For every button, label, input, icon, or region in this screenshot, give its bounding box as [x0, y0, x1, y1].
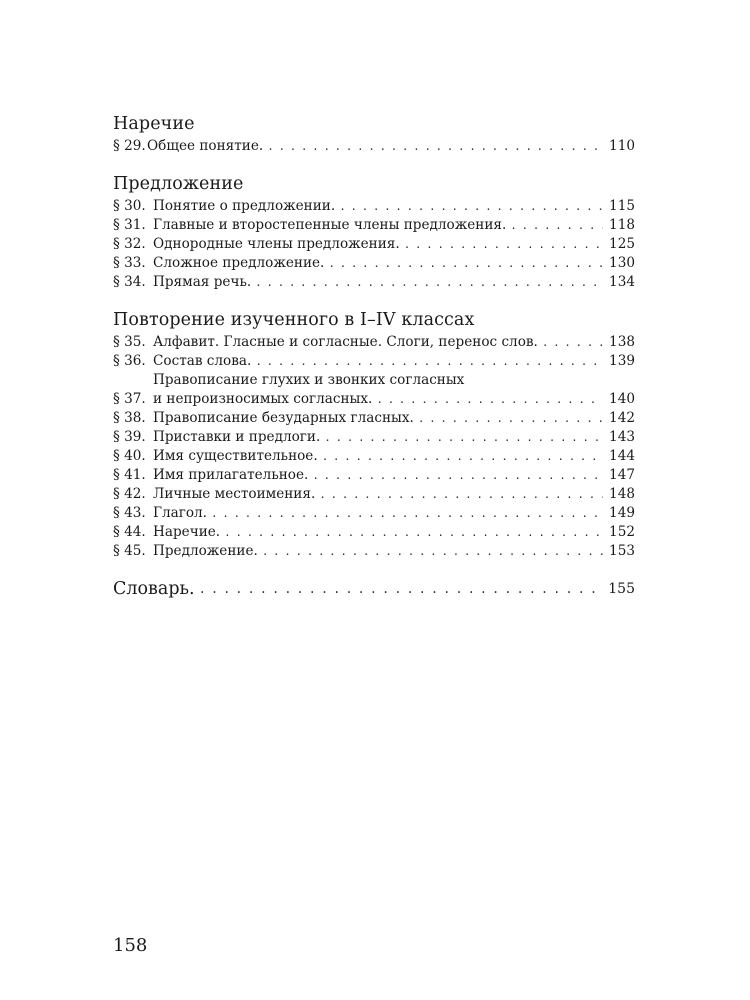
- dot-leader: [322, 447, 603, 466]
- entry-page: 144: [609, 448, 635, 464]
- dot-leader: [404, 235, 603, 254]
- toc-entry[interactable]: [113, 371, 635, 409]
- toc-section-adverb: [113, 112, 635, 156]
- toc-entry[interactable]: [113, 137, 635, 156]
- toc-entry-dictionary[interactable]: [113, 577, 635, 601]
- section-title: Предложение: [113, 174, 244, 194]
- entry-page: 125: [609, 236, 635, 252]
- entry-page: 148: [609, 486, 635, 502]
- entry-title: Состав слова.: [153, 353, 252, 369]
- entry-number: § 44.: [113, 524, 146, 540]
- entry-title: Предложение.: [153, 543, 258, 559]
- entries-list: [113, 197, 635, 292]
- entry-page: 143: [609, 429, 635, 445]
- entry-number: § 41.: [113, 467, 146, 483]
- toc-entry[interactable]: [113, 523, 635, 542]
- entry-number: § 38.: [113, 410, 146, 426]
- dot-leader: [339, 197, 603, 216]
- entry-page: 142: [609, 410, 635, 426]
- dictionary-title: Словарь.: [113, 579, 195, 599]
- toc-section-sentence: [113, 172, 635, 292]
- entry-number: § 36.: [113, 353, 146, 369]
- entry-number: § 35.: [113, 334, 146, 350]
- entry-number: § 30.: [113, 198, 146, 214]
- dot-leader: [376, 390, 603, 409]
- entry-title: Правописание безударных гласных.: [153, 410, 414, 426]
- entry-page: 147: [609, 467, 635, 483]
- entry-title: Понятие о предложении.: [153, 198, 336, 214]
- entry-title: Алфавит. Гласные и согласные. Слоги, перенос слов.: [153, 334, 538, 350]
- table-of-contents: [113, 112, 635, 601]
- entry-number: § 40.: [113, 448, 146, 464]
- entry-number: § 32.: [113, 236, 146, 252]
- entry-page: 115: [609, 198, 635, 214]
- toc-entry[interactable]: [113, 504, 635, 523]
- entry-number: § 29.: [113, 138, 146, 154]
- toc-entry[interactable]: [113, 333, 635, 352]
- entry-title: Имя прилагательное.: [153, 467, 309, 483]
- toc-entry[interactable]: [113, 466, 635, 485]
- entry-number: § 31.: [113, 217, 146, 233]
- dot-leader: [267, 137, 603, 156]
- dot-leader: [262, 542, 603, 561]
- entry-title: Однородные члены предложения.: [153, 236, 400, 252]
- entry-body: [147, 137, 635, 156]
- entry-page: 138: [609, 334, 635, 350]
- dot-leader: [510, 216, 603, 235]
- toc-entry[interactable]: [113, 352, 635, 371]
- dot-leader: [312, 466, 603, 485]
- entry-title: Приставки и предлоги.: [153, 429, 321, 445]
- entry-title: Имя существительное.: [153, 448, 318, 464]
- dot-leader: [199, 577, 603, 601]
- toc-entry[interactable]: [113, 447, 635, 466]
- dot-leader: [319, 485, 603, 504]
- dot-leader: [324, 428, 603, 447]
- entry-page: 118: [609, 217, 635, 233]
- entry-title: Глагол.: [153, 505, 208, 521]
- entry-page: 153: [609, 543, 635, 559]
- dictionary-page: 155: [608, 581, 635, 597]
- toc-entry[interactable]: [113, 485, 635, 504]
- dot-leader: [418, 409, 603, 428]
- entry-number: § 37.: [113, 391, 146, 407]
- entry-page: 110: [609, 138, 635, 154]
- dot-leader: [255, 352, 603, 371]
- toc-entry[interactable]: [113, 254, 635, 273]
- entry-number: § 39.: [113, 429, 146, 445]
- entry-number: § 45.: [113, 543, 146, 559]
- dot-leader: [542, 333, 603, 352]
- toc-entry[interactable]: [113, 235, 635, 254]
- entry-title: Сложное предложение.: [153, 255, 325, 271]
- dot-leader: [211, 504, 603, 523]
- entry-page: 140: [609, 391, 635, 407]
- dot-leader: [224, 523, 603, 542]
- entry-number: § 42.: [113, 486, 146, 502]
- entry-title: Общее понятие.: [147, 138, 264, 154]
- entry-title: Прямая речь.: [153, 274, 252, 290]
- entry-title: Наречие.: [153, 524, 221, 540]
- toc-entry[interactable]: [113, 273, 635, 292]
- toc-entry[interactable]: [113, 216, 635, 235]
- toc-entry[interactable]: [113, 409, 635, 428]
- entry-title-continued: и непроизносимых согласных.: [153, 391, 373, 407]
- entry-page: 130: [609, 255, 635, 271]
- entry-page: 134: [609, 274, 635, 290]
- entry-page: 149: [609, 505, 635, 521]
- entries-list: [113, 137, 635, 156]
- page-number: 158: [113, 935, 148, 956]
- dot-leader: [328, 254, 603, 273]
- toc-entry[interactable]: [113, 428, 635, 447]
- toc-section-review: [113, 308, 635, 561]
- entry-title: Личные местоимения.: [153, 486, 316, 502]
- entry-number: § 34.: [113, 274, 146, 290]
- entry-page: 152: [609, 524, 635, 540]
- toc-entry[interactable]: [113, 197, 635, 216]
- section-title: Наречие: [113, 114, 195, 134]
- section-title: Повторение изученного в I–IV классах: [113, 310, 475, 330]
- entry-title: Главные и второстепенные члены предложения.: [153, 217, 507, 233]
- entry-title: Правописание глухих и звонких согласных: [153, 372, 465, 388]
- entry-page: 139: [609, 353, 635, 369]
- entry-number: § 33.: [113, 255, 146, 271]
- entry-number: § 43.: [113, 505, 146, 521]
- toc-entry[interactable]: [113, 542, 635, 561]
- dot-leader: [255, 273, 603, 292]
- entries-list: [113, 333, 635, 561]
